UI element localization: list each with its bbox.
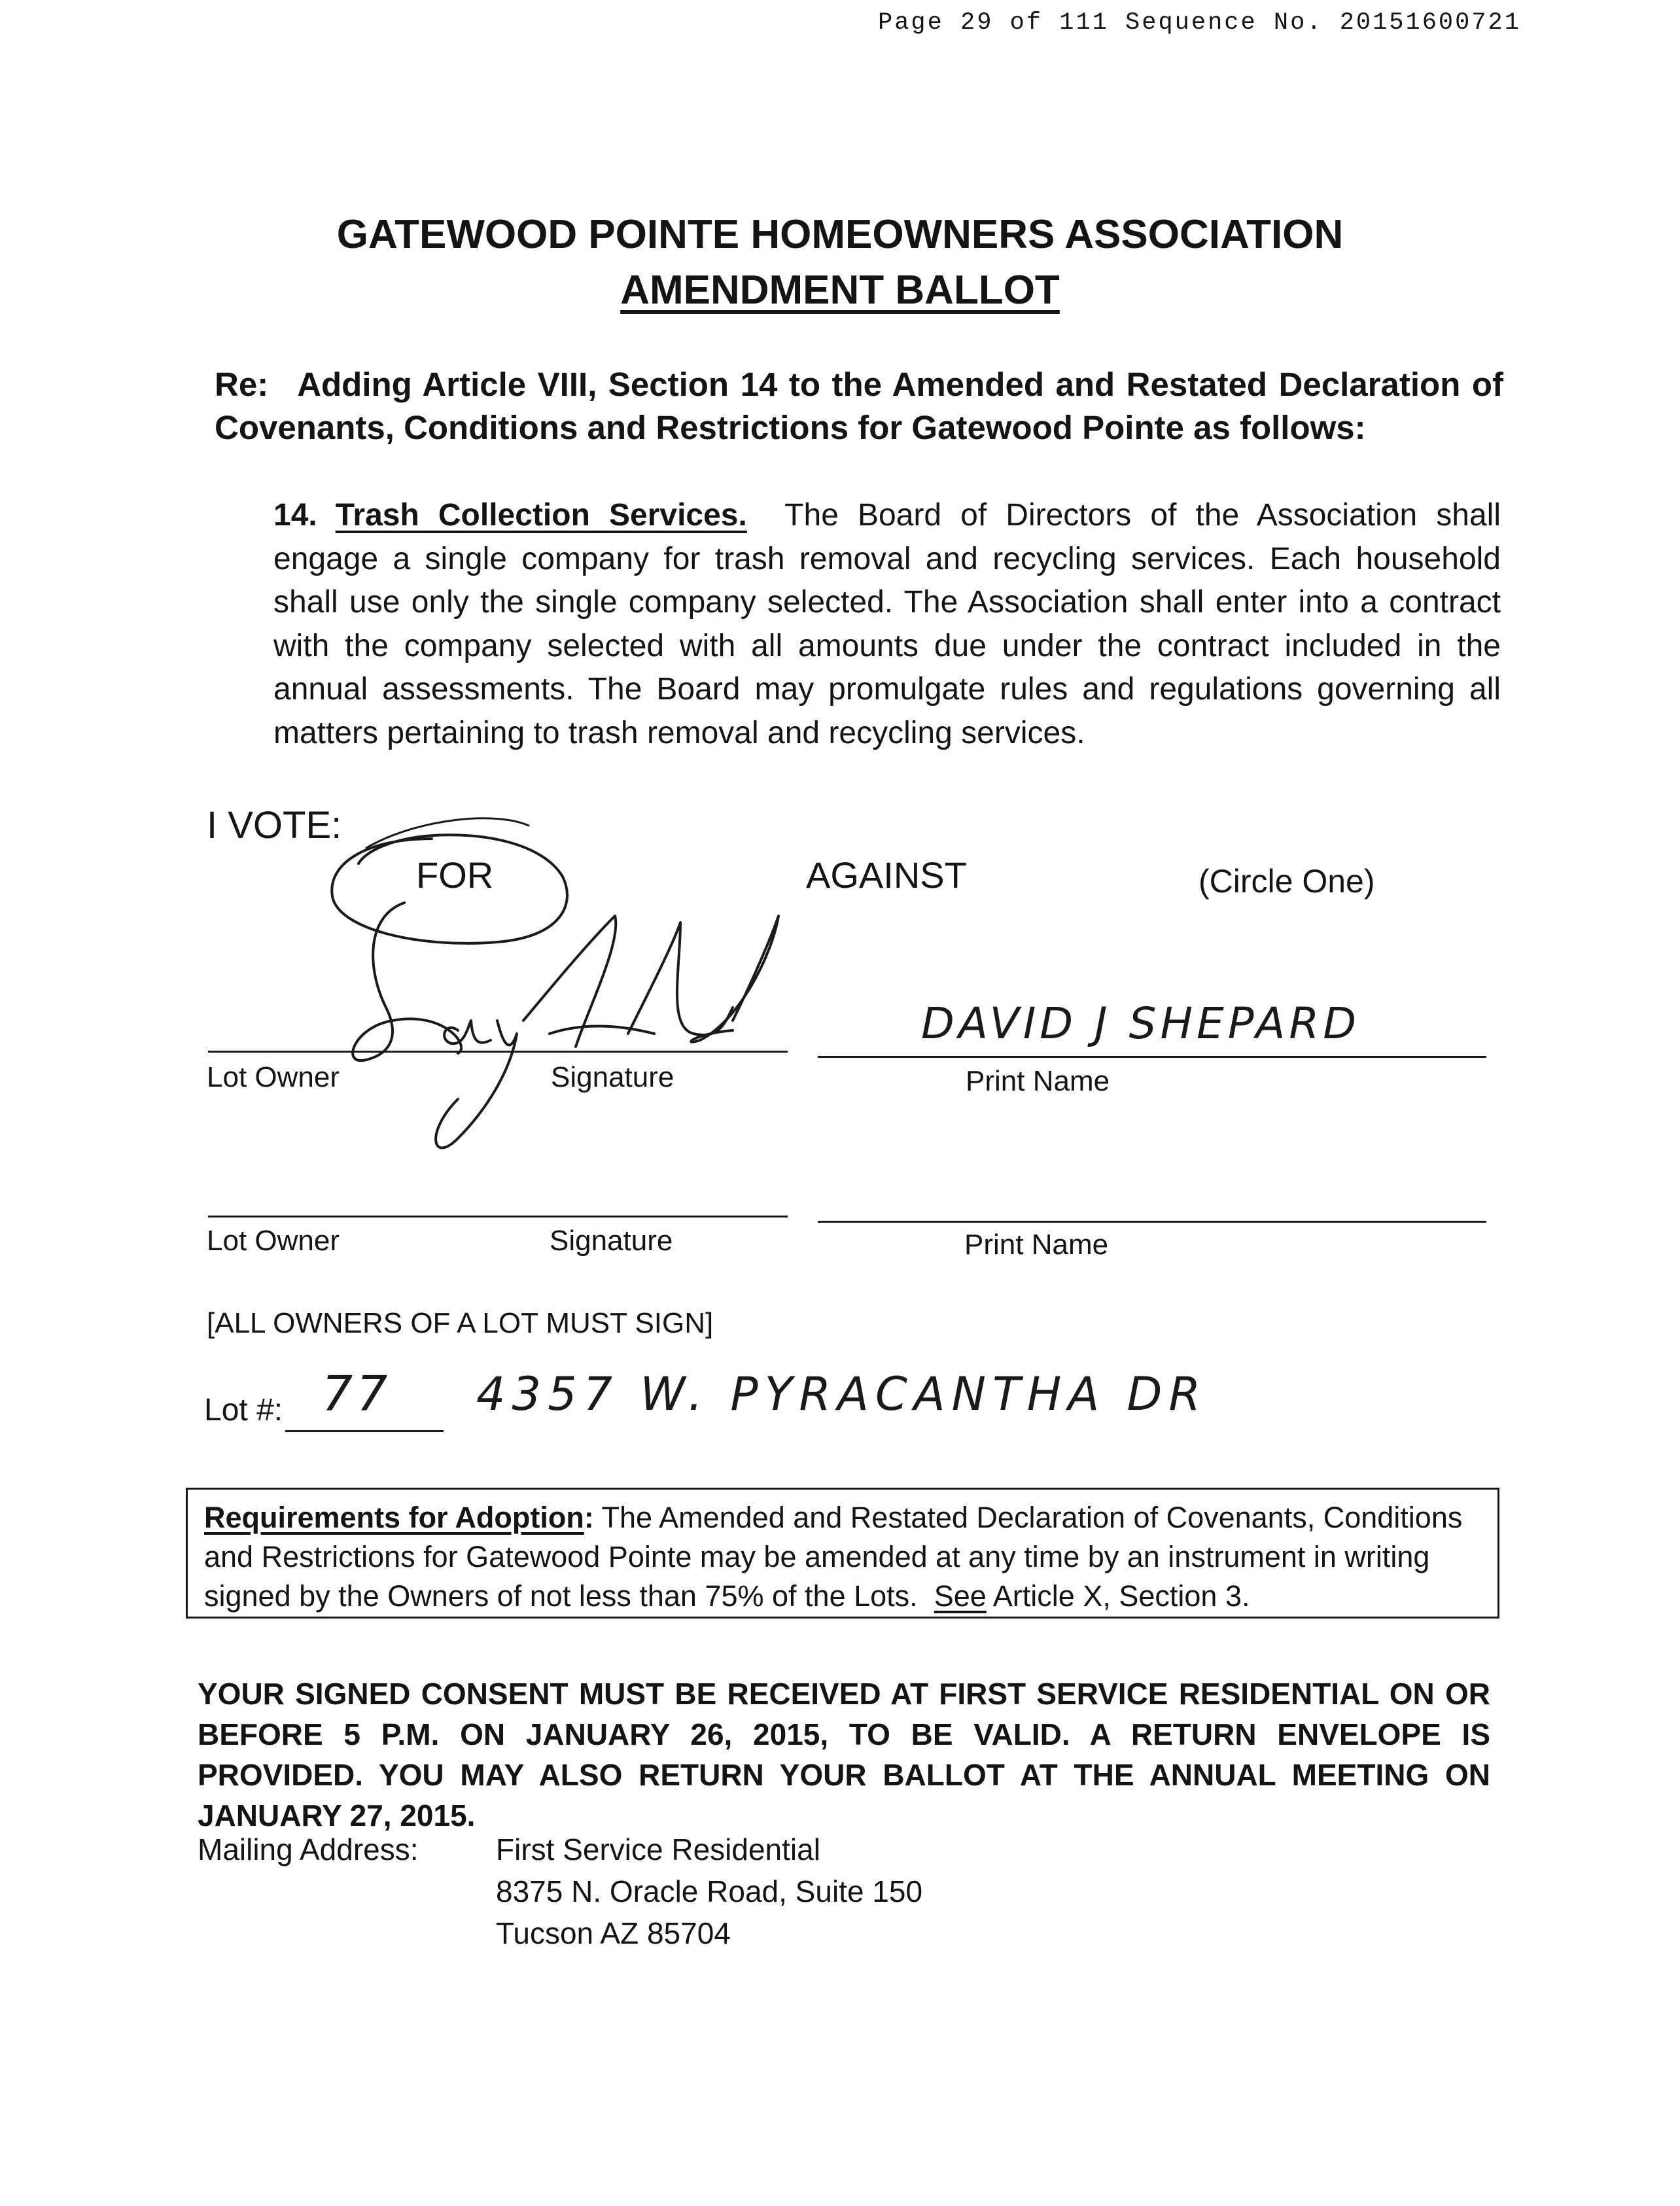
deadline-notice: YOUR SIGNED CONSENT MUST BE RECEIVED AT FIRST SERVICE RESIDENTIAL ON OR BEFORE 5 P.M. ON JANUARY 26, 2015, TO BE VALID. A RETURN ENVELOPE IS PROVIDED. YOU MAY ALSO RETURN YOUR BALLOT AT THE ANNUAL MEETING ON JANUARY 27, 2015. (198, 1677, 1490, 1832)
document-subtitle: AMENDMENT BALLOT (620, 268, 1060, 313)
section-title: Trash Collection Services. (335, 498, 747, 533)
requirements-reference: Article X, Section 3. (992, 1579, 1250, 1613)
section-body: The Board of Directors of the Association shall engage a single company for trash removal and recycling services. Each household shall use only the single company selected. The Association shall enter into a contract with the company selected with all amounts due under the contract included in the annual assessments. The Board may promulgate rules and regulations governing all matters pertaining to trash removal and recycling services. (273, 498, 1501, 750)
requirements-body: The Amended and Restated Declaration of Covenants, Conditions and Restrictions for Gatewood Pointe may be amended at any time by an instrument in writing signed by the Owners of not less than 75% of the Lots. (204, 1501, 1463, 1613)
owner2-lot-owner-label: Lot Owner (207, 1225, 340, 1257)
requirements-see: See (934, 1579, 987, 1613)
owner1-print-name-label: Print Name (966, 1065, 1110, 1097)
owner1-signature-label: Signature (551, 1061, 674, 1093)
vote-circle-mark (332, 835, 567, 943)
section-number: 14. (273, 498, 317, 533)
page-sequence-header: Page 29 of 111 Sequence No. 20151600721 (878, 9, 1521, 37)
lot-number-label: Lot #: (204, 1393, 283, 1427)
vote-option-against[interactable]: AGAINST (806, 854, 967, 896)
owner1-print-name-value: DAVID J SHEPARD (921, 998, 1361, 1049)
re-text: Adding Article VIII, Section 14 to the Amended and Restated Declaration of Covenants, Conditions and Restrictions for Gatewood Pointe as follows: (215, 366, 1503, 446)
circle-one-instruction: (Circle One) (1199, 863, 1375, 900)
lot-number-value: 77 (322, 1366, 392, 1422)
all-owners-notice: [ALL OWNERS OF A LOT MUST SIGN] (207, 1307, 714, 1339)
mailing-address-line1: First Service Residential (496, 1832, 820, 1866)
document-title: GATEWOOD POINTE HOMEOWNERS ASSOCIATION (336, 212, 1344, 257)
vote-label: I VOTE: (207, 804, 342, 847)
owner2-print-name-label: Print Name (964, 1229, 1109, 1261)
requirements-heading: Requirements for Adoption (204, 1501, 584, 1534)
requirements-text: Requirements for Adoption: The Amended and Restated Declaration of Covenants, Conditions and Restrictions for Gatewood Pointe may be amended at any time by an instrument in writing signed by the Owners of not less than 75% of the Lots. See Article X, Section 3. (204, 1501, 1463, 1613)
mailing-address-line2: 8375 N. Oracle Road, Suite 150 (496, 1874, 923, 1908)
re-label: Re: (215, 366, 269, 403)
vote-option-for[interactable]: FOR (416, 854, 494, 896)
mailing-address-line3: Tucson AZ 85704 (496, 1916, 731, 1950)
lot-address-value: 4357 W. PYRACANTHA DR (476, 1367, 1208, 1421)
owner1-lot-owner-label: Lot Owner (207, 1061, 340, 1093)
owner2-signature-label: Signature (550, 1225, 673, 1257)
mailing-address-label: Mailing Address: (198, 1832, 419, 1866)
